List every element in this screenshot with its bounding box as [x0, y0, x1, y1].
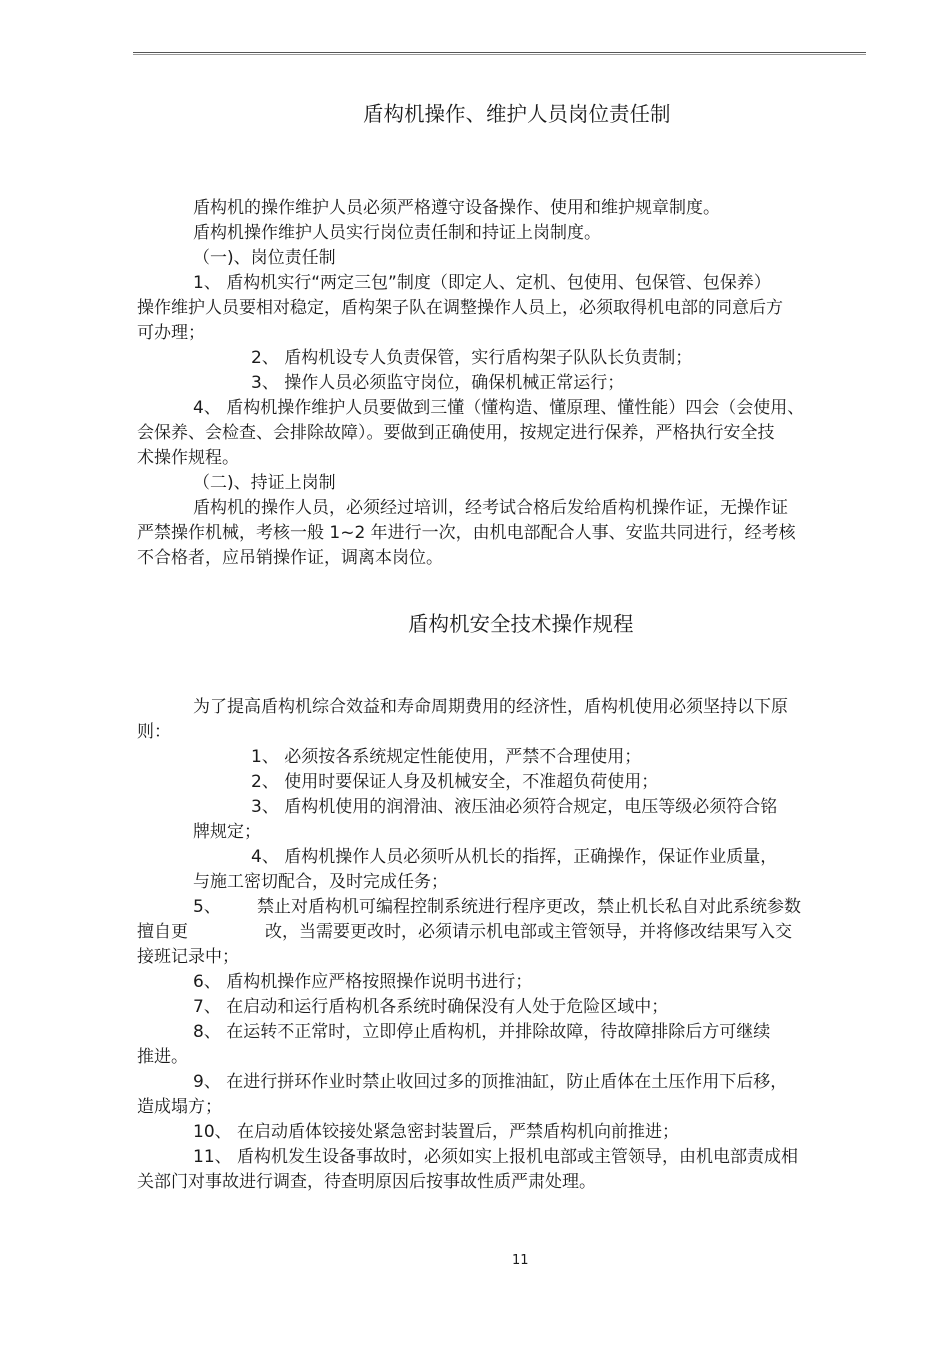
list-item-line: 牌规定； [193, 822, 261, 842]
list-item-line: 4、 盾构机操作人员必须听从机长的指挥，正确操作，保证作业质量， [251, 847, 778, 867]
list-item-line: 3、 盾构机使用的润滑油、液压油必须符合规定，电压等级必须符合铭 [251, 797, 778, 817]
paragraph-line: 严禁操作机械，考核一般 1~2 年进行一次，由机电部配合人事、安监共同进行，经考核 [137, 523, 796, 543]
list-item-line: 8、 在运转不正常时，立即停止盾构机，并排除故障，待故障排除后方可继续 [193, 1022, 771, 1042]
list-item-line: 术操作规程。 [137, 448, 239, 468]
list-item-line: 造成塌方； [137, 1097, 222, 1117]
paragraph-line: 则： [137, 722, 171, 742]
page-number: 11 [512, 1253, 529, 1268]
subheading-certification: （二)、持证上岗制 [193, 473, 336, 493]
list-item-line: 改，当需要更改时，必须请示机电部或主管领导，并将修改结果写入交 [265, 922, 792, 942]
list-item-line: 推进。 [137, 1047, 188, 1067]
list-item-line: 会保养、会检查、会排除故障）。要做到正确使用，按规定进行保养，严格执行安全技 [137, 423, 775, 443]
list-item-line: 7、 在启动和运行盾构机各系统时确保没有人处于危险区域中； [193, 997, 669, 1017]
section-title-safety-rules: 盾构机安全技术操作规程 [408, 612, 634, 636]
list-item-line: 1、 盾构机实行“两定三包”制度（即定人、定机、包使用、包保管、包保养） [193, 273, 771, 293]
list-item-line: 1、 必须按各系统规定性能使用，严禁不合理使用； [251, 747, 642, 767]
list-item-line: 4、 盾构机操作维护人员要做到三懂（懂构造、懂原理、懂性能）四会（会使用、 [193, 398, 805, 418]
list-item-line: 禁止对盾构机可编程控制系统进行程序更改，禁止机长私自对此系统参数 [257, 897, 801, 917]
list-item-line: 可办理； [137, 323, 205, 343]
section-title-responsibility: 盾构机操作、维护人员岗位责任制 [363, 102, 671, 126]
subheading-post-responsibility: （一)、岗位责任制 [193, 248, 336, 268]
paragraph-line: 不合格者，应吊销操作证，调离本岗位。 [137, 548, 443, 568]
list-item-line: 2、 使用时要保证人身及机械安全，不准超负荷使用； [251, 772, 659, 792]
list-item-line: 接班记录中； [137, 947, 239, 967]
list-item-number: 5、 [193, 897, 221, 917]
paragraph-line: 盾构机操作维护人员实行岗位责任制和持证上岗制度。 [193, 223, 601, 243]
list-item-line: 关部门对事故进行调查，待查明原因后按事故性质严肃处理。 [137, 1172, 596, 1192]
paragraph-line: 为了提高盾构机综合效益和寿命周期费用的经济性，盾构机使用必须坚持以下原 [193, 697, 788, 717]
list-item-line: 6、 盾构机操作应严格按照操作说明书进行； [193, 972, 533, 992]
list-item-line: 2、 盾构机设专人负责保管，实行盾构架子队队长负责制； [251, 348, 693, 368]
list-item-line: 9、 在进行拼环作业时禁止收回过多的顶推油缸，防止盾体在土压作用下后移， [193, 1072, 788, 1092]
list-item-line: 与施工密切配合，及时完成任务； [193, 872, 448, 892]
paragraph-line: 盾构机的操作维护人员必须严格遵守设备操作、使用和维护规章制度。 [193, 198, 720, 218]
list-item-line: 11、 盾构机发生设备事故时，必须如实上报机电部或主管领导，由机电部责成相 [193, 1147, 799, 1167]
list-item-line: 10、 在启动盾体铰接处紧急密封装置后，严禁盾构机向前推进； [193, 1122, 680, 1142]
paragraph-line: 盾构机的操作人员，必须经过培训，经考试合格后发给盾构机操作证，无操作证 [193, 498, 788, 518]
list-item-line: 3、 操作人员必须监守岗位，确保机械正常运行； [251, 373, 625, 393]
list-item-line: 操作维护人员要相对稳定，盾构架子队在调整操作人员上，必须取得机电部的同意后方 [137, 298, 783, 318]
list-item-line: 擅自更 [137, 922, 188, 942]
header-rule [133, 52, 866, 55]
